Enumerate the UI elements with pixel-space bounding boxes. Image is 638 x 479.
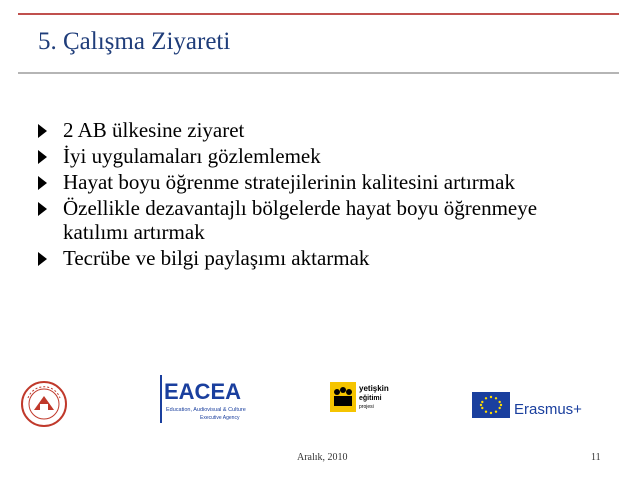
bullet-text: 2 AB ülkesine ziyaret (63, 118, 245, 142)
title-divider (18, 72, 619, 74)
yetiskin-line-1: yetişkin (359, 384, 389, 393)
bullet-arrow-icon (38, 252, 47, 266)
yetiskin-line-3: projesi (359, 404, 374, 410)
bullet-item (38, 246, 538, 270)
logo-strip (0, 370, 638, 430)
slide-title-text: Çalışma Ziyareti (63, 28, 231, 55)
slide-title-number: 5. (38, 28, 57, 55)
bullet-item (38, 170, 538, 194)
bullet-arrow-icon (38, 124, 47, 138)
erasmus-wordmark: Erasmus+ (514, 401, 582, 418)
bullet-arrow-icon (38, 176, 47, 190)
footer-date: Aralık, 2010 (297, 452, 348, 463)
bullet-text: Özellikle dezavantajlı bölgelerde hayat boyu öğrenmeye katılımı artırmak (63, 196, 538, 244)
bullet-item (38, 118, 538, 142)
eacea-subtitle: Education, Audiovisual & Culture (166, 407, 246, 413)
bullet-item (38, 196, 538, 244)
meb-seal-logo (20, 380, 68, 428)
bullet-text: Tecrübe ve bilgi paylaşımı aktarmak (63, 246, 370, 270)
eacea-wordmark: EACEA (164, 379, 242, 404)
top-accent-line (18, 13, 619, 15)
bullet-arrow-icon (38, 202, 47, 216)
yetiskin-line-2: eğitimi (359, 395, 382, 402)
bullet-text: İyi uygulamaları gözlemlemek (63, 144, 321, 168)
bullet-item (38, 144, 538, 168)
bullet-arrow-icon (38, 150, 47, 164)
erasmus-plus-logo (472, 392, 602, 422)
yetiskin-egitimi-logo (330, 382, 410, 412)
bullet-list (38, 118, 538, 272)
bullet-text: Hayat boyu öğrenme stratejilerinin kalitesini artırmak (63, 170, 515, 194)
eacea-logo (160, 375, 248, 423)
page-number: 11 (591, 452, 601, 463)
eacea-subtitle-2: Executive Agency (200, 415, 240, 421)
slide-title (38, 28, 230, 56)
